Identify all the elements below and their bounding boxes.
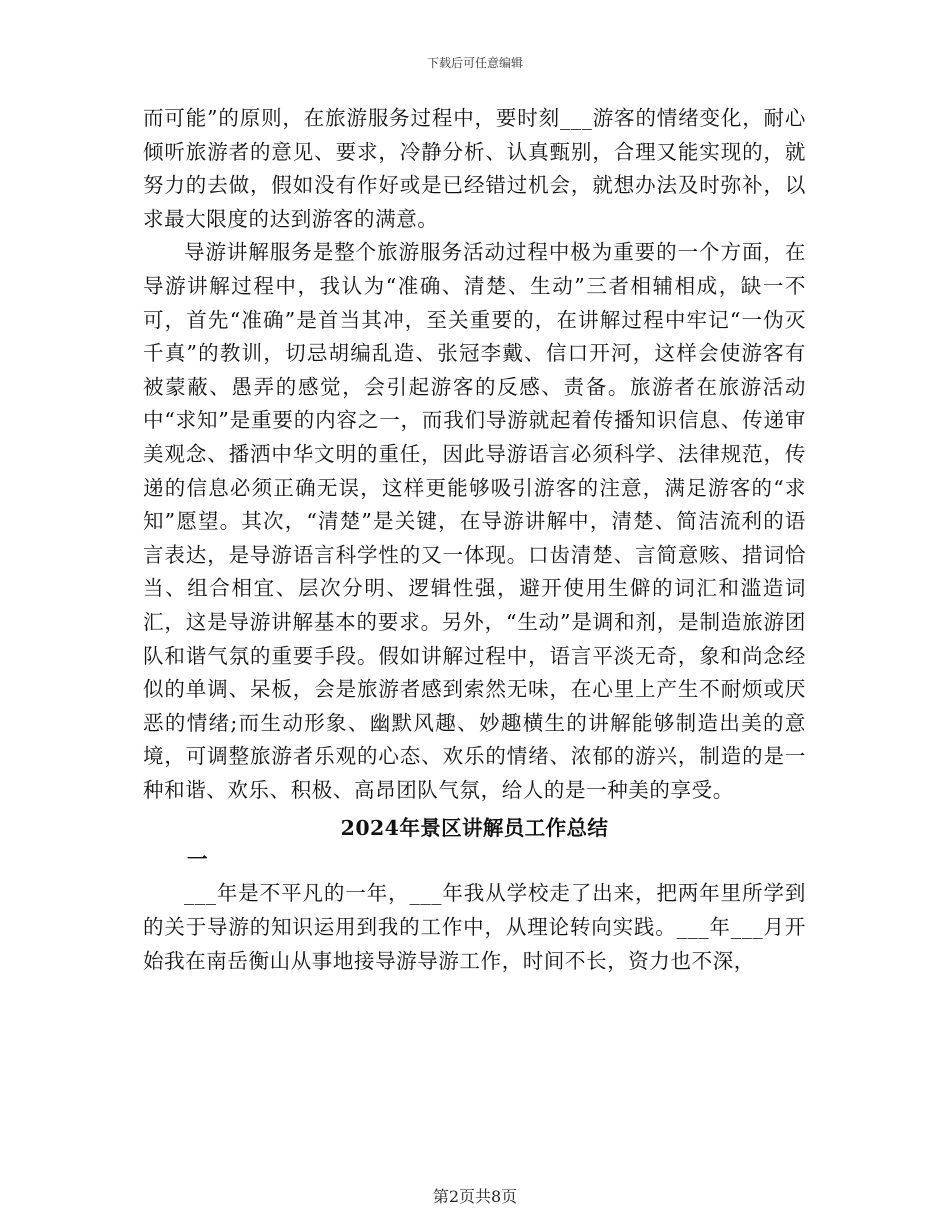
page-number-footer: 第2页共8页 <box>432 1187 518 1206</box>
section-title: 2024年景区讲解员工作总结 <box>340 816 609 841</box>
document-body <box>143 102 806 978</box>
paragraph-service-principle: 而可能”的原则，在旅游服务过程中，要时刻___游客的情绪变化，耐心倾听旅游者的意见、要求，冷静分析、认真甄别，合理又能实现的，就努力的去做，假如没有作好或是已经错过机会，就想办法及时弥补，以求最大限度的达到游客的满意。 <box>143 106 806 231</box>
paragraph-guide-explanation: 导游讲解服务是整个旅游服务活动过程中极为重要的一个方面，在导游讲解过程中，我认为“准确、清楚、生动”三者相辅相成，缺一不可，首先“准确”是首当其冲，至关重要的，在讲解过程中牢记“一伪灭千真”的教训，切忌胡编乱造、张冠李戴、信口开河，这样会使游客有被蒙蔽、愚弄的感觉，会引起游客的反感、责备。旅游者在旅游活动中“求知”是重要的内容之一，而我们导游就起着传播知识信息、传递审美观念、播洒中华文明的重任，因此导游语言必须科学、法律规范，传递的信息必须正确无误，这样更能够吸引游客的注意，满足游客的“求知”愿望。其次，“清楚”是关键，在导游讲解中，清楚、简洁流利的语言表达，是导游语言科学性的又一体现。口齿清楚、言简意赅、措词恰当、组合相宜、层次分明、逻辑性强，避开使用生僻的词汇和滥造词汇，这是导游讲解基本的要求。另外，“生动”是调和剂，是制造旅游团队和谐气氛的重要手段。假如讲解过程中，语言平淡无奇，象和尚念经似的单调、呆板，会是旅游者感到索然无味，在心里上产生不耐烦或厌恶的情绪;而生动形象、幽默风趣、妙趣横生的讲解能够制造出美的意境，可调整旅游者乐观的心态、欢乐的情绪、浓郁的游兴，制造的是一种和谐、欢乐、积极、高昂团队气氛，给人的是一种美的享受。 <box>143 240 806 802</box>
section-subtitle: 一 <box>187 847 208 872</box>
paragraph-work-summary: ___年是不平凡的一年，___年我从学校走了出来，把两年里所学到的关于导游的知识运用到我的工作中，从理论转向实践。___年___月开始我在南岳衡山从事地接导游导游工作，时间不长，资力也不深， <box>143 881 806 973</box>
page-header-note: 下载后可任意编辑 <box>426 56 523 70</box>
